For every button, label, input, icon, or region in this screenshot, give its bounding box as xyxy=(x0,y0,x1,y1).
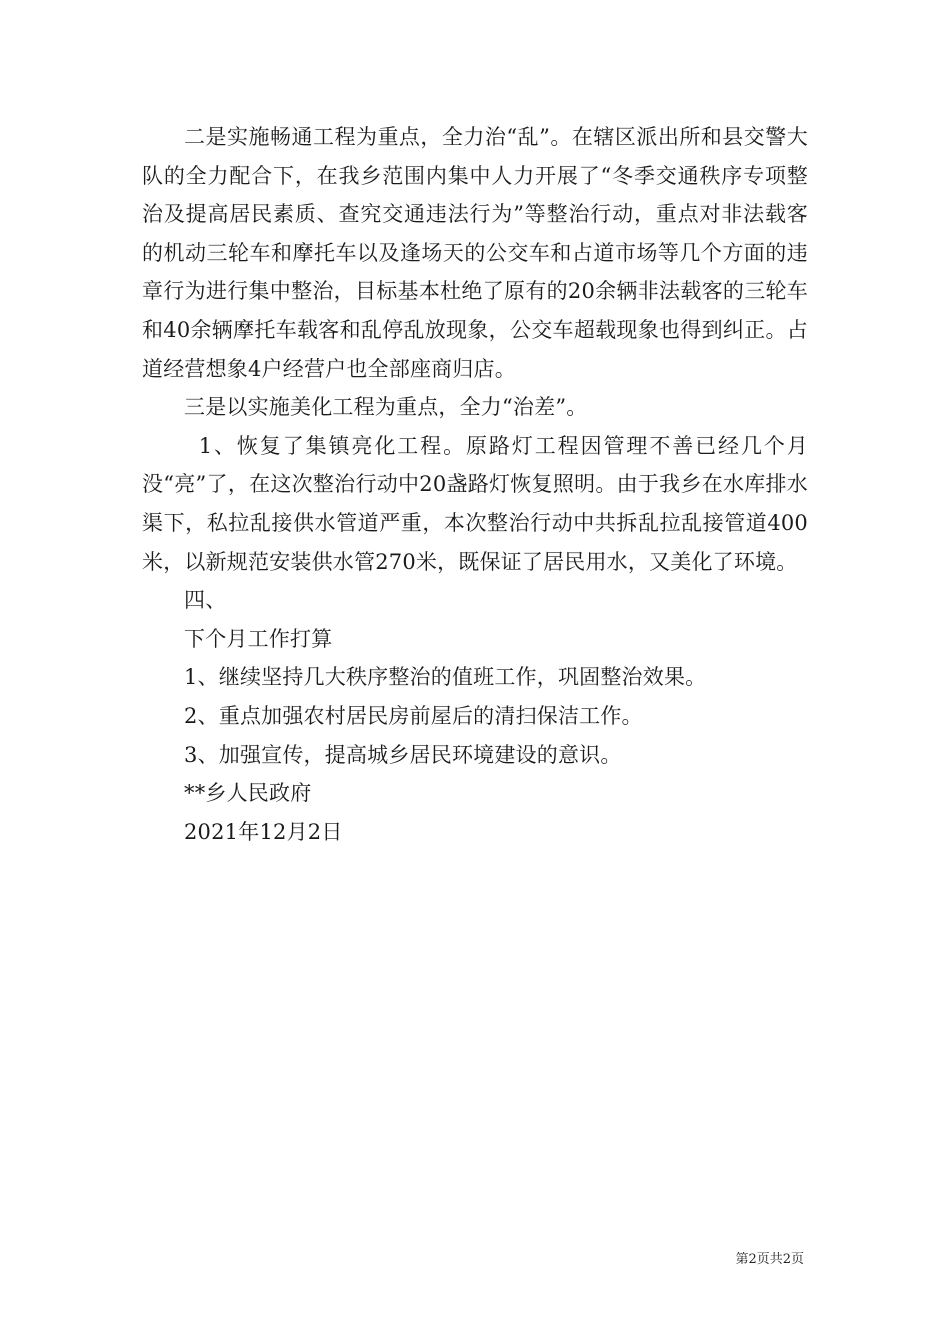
document-body xyxy=(142,118,808,851)
plan-item-2: 2、重点加强农村居民房前屋后的清扫保洁工作。 xyxy=(184,703,643,728)
section-four-heading: 四、 xyxy=(184,588,227,613)
signature-date: 2021年12月2日 xyxy=(184,819,343,844)
page-number: 第2页共2页 xyxy=(735,1252,804,1267)
next-month-plan-heading: 下个月工作打算 xyxy=(184,626,333,651)
signature-organization: **乡人民政府 xyxy=(184,781,312,806)
paragraph-smooth-traffic: 二是实施畅通工程为重点，全力治“乱”。在辖区派出所和县交警大队的全力配合下，在我乡范围内集中人力开展了“冬季交通秩序专项整治及提高居民素质、查究交通违法行为”等整治行动，重点对非法载客的机动三轮车和摩托车以及逢场天的公交车和占道市场等几个方面的违章行为进行集中整治，目标基本杜绝了原有的20余辆非法载客的三轮车和40余辆摩托车载客和乱停乱放现象，公交车超载现象也得到纠正。占道经营想象4户经营户也全部座商归店。 xyxy=(142,125,808,381)
plan-item-3: 3、加强宣传，提高城乡居民环境建设的意识。 xyxy=(184,742,622,767)
paragraph-lighting-project: 1、恢复了集镇亮化工程。原路灯工程因管理不善已经几个月没“亮”了，在这次整治行动中20盏路灯恢复照明。由于我乡在水库排水渠下，私拉乱接供水管道严重，本次整治行动中共拆乱拉乱接管道400米，以新规范安装供水管270米，既保证了居民用水，又美化了环境。 xyxy=(142,433,808,574)
plan-item-1: 1、继续坚持几大秩序整治的值班工作，巩固整治效果。 xyxy=(184,665,707,690)
paragraph-beautify-heading: 三是以实施美化工程为重点，全力“治差”。 xyxy=(184,395,588,420)
